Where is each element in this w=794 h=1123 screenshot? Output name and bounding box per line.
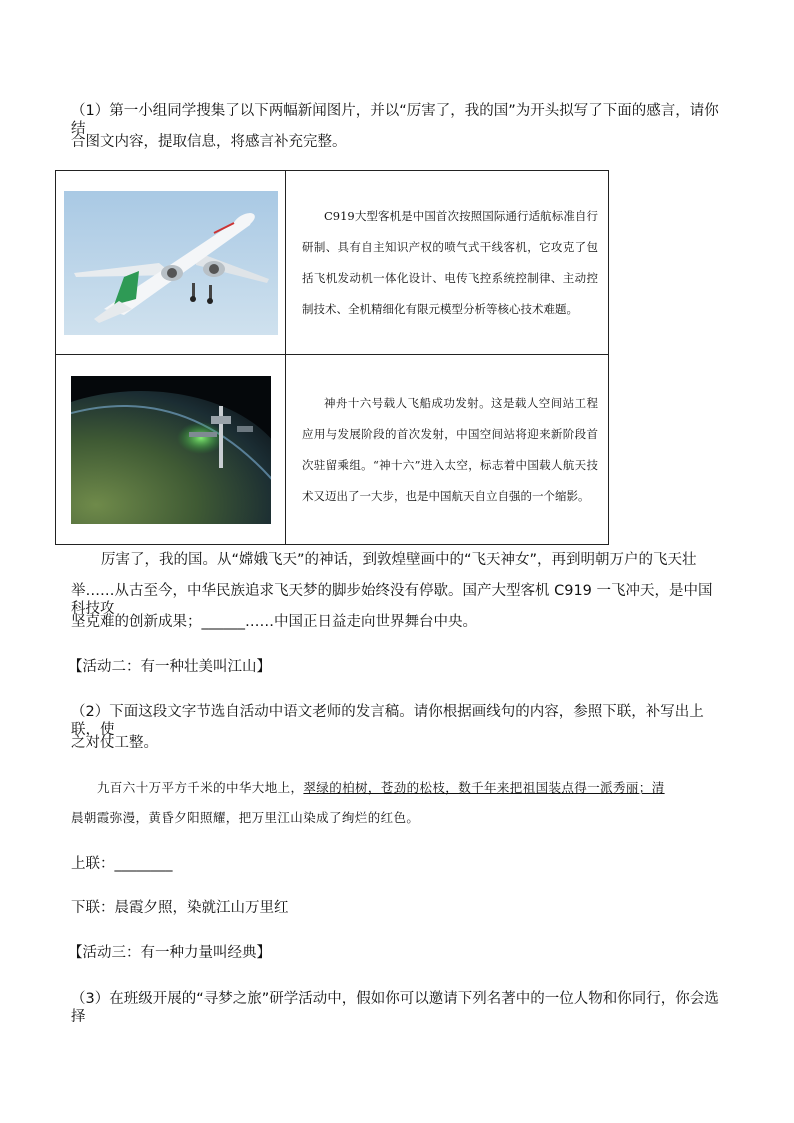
activity-2-title: 【活动二：有一种壮美叫江山】 — [68, 659, 271, 675]
airplane-photo-cell — [56, 171, 286, 355]
essay-line-3 — [71, 613, 723, 631]
speech-underlined-sentence: 翠绿的柏树，苍劲的松枝，数千年来把祖国装点得一派秀丽；清 — [303, 780, 665, 795]
c919-news-cell — [286, 171, 609, 355]
question-1-line-2: 合图文内容，提取信息，将感言补充完整。 — [71, 134, 347, 150]
upper-couplet-answer[interactable]: 上联：________ — [71, 856, 173, 872]
shenzhou-16-photo — [71, 376, 271, 524]
essay-line-3-start: 坚克难的创新成果； — [71, 614, 202, 630]
shenzhou-news-cell — [286, 355, 609, 545]
question-1-line-1: （1）第一小组同学搜集了以下两幅新闻图片，并以“厉害了，我的国”为开头拟写了下面的感言，请你结 — [71, 103, 719, 137]
question-2-line-2: 之对仗工整。 — [71, 735, 158, 751]
c919-news-text: C919大型客机是中国首次按照国际通行适航标准自行研制、具有自主知识产权的喷气式干线客机，它攻克了包括飞机发动机一体化设计、电传飞控系统控制律、主动控制技术、全机精细化有限元模型分析等核心技术难题。 — [302, 208, 598, 316]
speech-line-2: 晨朝霞弥漫，黄昏夕阳照耀，把万里江山染成了绚烂的红色。 — [71, 810, 420, 825]
speech-plain-text: 九百六十万平方千米的中华大地上， — [97, 780, 304, 795]
essay-line-2: 举……从古至今，中华民族追求飞天梦的脚步始终没有停歇。国产大型客机 C919 一飞冲天，是中国科技攻 — [71, 583, 713, 617]
speech-line-1 — [97, 779, 723, 797]
question-3-line-1: （3）在班级开展的“寻梦之旅”研学活动中，假如你可以邀请下列名著中的一位人物和你同行，你会选择 — [71, 991, 719, 1025]
answer-blank[interactable]: ______ — [201, 614, 245, 630]
news-table — [55, 170, 609, 545]
question-2-line-1: （2）下面这段文字节选自活动中语文老师的发言稿。请你根据画线句的内容，参照下联，补写出上联，使 — [71, 704, 704, 738]
lower-couplet: 下联：晨霞夕照，染就江山万里红 — [71, 900, 289, 916]
spaceship-photo-cell — [56, 355, 286, 545]
activity-3-title: 【活动三：有一种力量叫经典】 — [68, 945, 271, 961]
shenzhou-news-text: 神舟十六号载人飞船成功发射。这是载人空间站工程应用与发展阶段的首次发射，中国空间站将迎来新阶段首次驻留乘组。“神十六”进入太空，标志着中国载人航天技术又迈出了一大步，也是中国航天自立自强的一个缩影。 — [302, 395, 598, 503]
c919-airplane-photo — [64, 191, 278, 335]
essay-line-3-end: ……中国正日益走向世界舞台中央。 — [245, 614, 477, 630]
essay-line-1: 厉害了，我的国。从“嫦娥飞天”的神话，到敦煌壁画中的“飞天神女”，再到明朝万户的飞天壮 — [101, 552, 697, 568]
